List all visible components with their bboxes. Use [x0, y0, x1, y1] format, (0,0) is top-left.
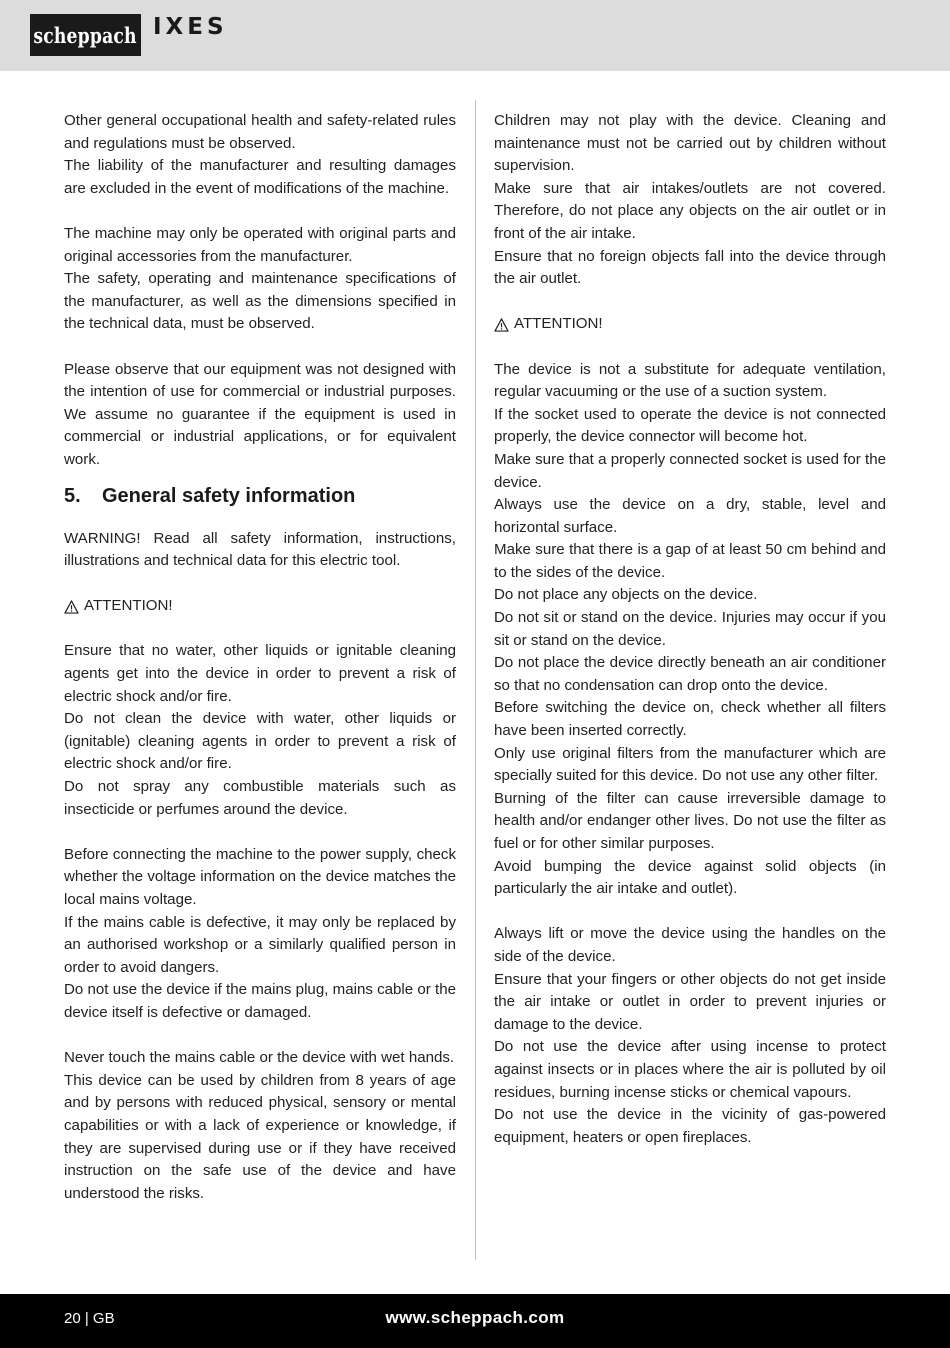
scheppach-logo: [30, 14, 141, 56]
warning-triangle-icon: [494, 318, 509, 332]
left-column-intro: [64, 110, 456, 472]
paragraph: Ensure that no water, other liquids or ignitable cleaning agents get into the device in order to prevent a risk of electric shock and/or fire.: [64, 642, 456, 705]
left-column: [64, 110, 456, 1205]
left-column-safety: [64, 528, 456, 1206]
paragraph: Make sure that a properly connected socket is used for the device.: [494, 450, 886, 491]
paragraph: The liability of the manufacturer and resulting damages are excluded in the event of modifications of the machine.: [64, 157, 456, 197]
column-divider: [475, 100, 476, 1260]
paragraph-gap: [64, 618, 456, 641]
paragraph: Please observe that our equipment was not designed with the intention of use for commercial or industrial purposes. We assume no guarantee if the equipment is used in commercial or industrial applications, or for equivalent work.: [64, 360, 456, 468]
section-title: General safety information: [102, 484, 356, 507]
paragraph: Children may not play with the device. Cleaning and maintenance must not be carried out by children without supervision.: [494, 112, 886, 175]
right-column-safety: [494, 110, 886, 1149]
logo-text: scheppach: [33, 22, 138, 48]
attention-text: ATTENTION!: [84, 597, 173, 615]
paragraph: Avoid bumping the device against solid objects (in particularly the air intake and outlet).: [494, 857, 886, 898]
page-number: 20 | GB: [64, 1310, 115, 1327]
ixes-brand: IXES: [153, 14, 228, 40]
paragraph: If the mains cable is defective, it may only be replaced by an authorised workshop or a similarly qualified person in order to avoid dangers.: [64, 913, 456, 976]
paragraph: Do not place any objects on the device.: [494, 586, 758, 604]
paragraph-gap: [64, 573, 456, 596]
section-heading: [64, 483, 456, 509]
paragraph: Do not spray any combustible materials such as insecticide or perfumes around the device.: [64, 778, 456, 818]
right-column: [494, 110, 886, 1149]
paragraph: Burning of the filter can cause irreversible damage to health and/or endanger other lives. Do not use the filter as fuel or for other similar purposes.: [494, 789, 886, 852]
paragraph: Ensure that no foreign objects fall into the device through the air outlet.: [494, 247, 886, 288]
paragraph: Always use the device on a dry, stable, level and horizontal surface.: [494, 496, 886, 536]
paragraph: Do not use the device after using incense to protect against insects or in places where the air is polluted by oil residues, burning incense sticks or chemical vapours.: [494, 1038, 886, 1101]
page-footer: [0, 1294, 950, 1348]
paragraph: Never touch the mains cable or the device with wet hands.: [64, 1049, 455, 1067]
paragraph: Make sure that air intakes/outlets are not covered. Therefore, do not place any objects on the air outlet or in front of the air intake.: [494, 179, 886, 242]
paragraph: The safety, operating and maintenance specifications of the manufacturer, as well as the dimensions specified in the technical data, must be observed.: [64, 270, 456, 333]
attention-label: [64, 595, 456, 618]
paragraph-gap: [494, 291, 886, 314]
paragraph: Do not sit or stand on the device. Injuries may occur if you sit or stand on the device.: [494, 609, 886, 649]
warning-triangle-icon: [64, 600, 79, 614]
paragraph: Always lift or move the device using the handles on the side of the device.: [494, 925, 886, 965]
paragraph-gap: [64, 1025, 456, 1048]
paragraph: If the socket used to operate the device is not connected properly, the device connector will become hot.: [494, 405, 886, 446]
paragraph-gap: [64, 336, 456, 359]
paragraph-gap: [64, 821, 456, 844]
paragraph: WARNING! Read all safety information, instructions, illustrations and technical data for this electric tool.: [64, 529, 456, 570]
paragraph: The machine may only be operated with original parts and original accessories from the manufacturer.: [64, 224, 456, 265]
paragraph: Ensure that your fingers or other objects do not get inside the air intake or outlet in order to prevent injuries or damage to the device.: [494, 970, 886, 1033]
paragraph: Before connecting the machine to the power supply, check whether the voltage information on the device matches the local mains voltage.: [64, 845, 456, 908]
paragraph: Make sure that there is a gap of at least 50 cm behind and to the sides of the device.: [494, 541, 886, 581]
paragraph: Only use original filters from the manufacturer which are specially suited for this device. Do not use any other filter.: [494, 744, 886, 785]
paragraph: Do not use the device if the mains plug, mains cable or the device itself is defective or damaged.: [64, 981, 456, 1021]
page-header: [0, 0, 950, 71]
paragraph-gap: [494, 336, 886, 359]
paragraph: The device is not a substitute for adequate ventilation, regular vacuuming or the use of a suction system.: [494, 360, 886, 401]
section-number: 5.: [64, 484, 81, 507]
website-url: www.scheppach.com: [385, 1308, 565, 1327]
paragraph: This device can be used by children from 8 years of age and by persons with reduced physical, sensory or mental capabilities or with a lack of experience or knowledge, if they are supervised during use or if they have received instruction on the safe use of the device and have understood the risks.: [64, 1071, 456, 1202]
attention-label: [494, 313, 886, 336]
paragraph: Do not use the device in the vicinity of gas-powered equipment, heaters or open fireplaces.: [494, 1106, 886, 1146]
paragraph-gap: [64, 200, 456, 223]
paragraph: Do not clean the device with water, other liquids or (ignitable) cleaning agents in order to prevent a risk of electric shock and/or fire.: [64, 710, 456, 773]
paragraph: Before switching the device on, check whether all filters have been inserted correctly.: [494, 699, 886, 740]
paragraph: Do not place the device directly beneath an air conditioner so that no condensation can drop onto the device.: [494, 654, 886, 694]
attention-text: ATTENTION!: [514, 315, 603, 333]
paragraph: Other general occupational health and safety-related rules and regulations must be observed.: [64, 112, 456, 152]
paragraph-gap: [494, 901, 886, 924]
